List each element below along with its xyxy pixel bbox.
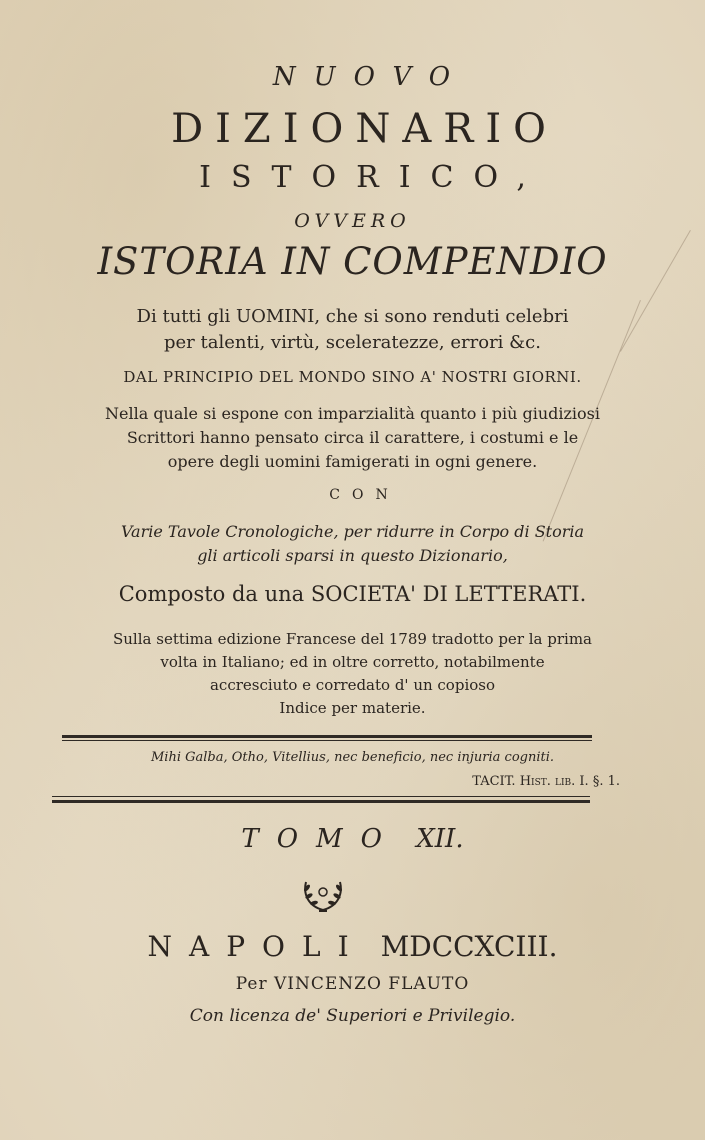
edition-line-4: Indice per materie.	[279, 699, 426, 717]
edition-line-1: Sulla settima edizione Francese del 1789 tradotto per la prima	[113, 630, 592, 648]
tavole-line-2: gli articoli sparsi in questo Dizionario,	[197, 546, 508, 565]
title-ovvero: OVVERO	[294, 210, 411, 232]
volume-number: XII.	[416, 824, 464, 854]
bottom-rule	[52, 800, 590, 803]
title-istoria-in-compendio: ISTORIA IN COMPENDIO	[97, 240, 608, 283]
imprint-license: Con licenza de' Superiori e Privilegio.	[189, 1006, 516, 1026]
title-nuovo: NUOVO	[272, 62, 469, 92]
imprint-city-year	[0, 930, 705, 963]
volume-line	[0, 824, 705, 854]
tavole-line-1: Varie Tavole Cronologiche, per ridurre in Corpo di Storia	[120, 522, 585, 541]
bottom-rule-thin	[52, 796, 590, 797]
epigraph-quote: Mihi Galba, Otho, Vitellius, nec beneficio, nec injuria cogniti.	[150, 750, 555, 765]
wreath-ornament-icon	[298, 872, 348, 916]
imprint-year: MDCCXCIII.	[380, 930, 558, 963]
subtitle-line-3: DAL PRINCIPIO DEL MONDO SINO A' NOSTRI GIORNI.	[123, 368, 582, 386]
title-dizionario: DIZIONARIO	[171, 106, 558, 152]
edition-line-3: accresciuto e corredato d' un copioso	[209, 676, 495, 694]
imprint-printer: Per VINCENZO FLAUTO	[235, 974, 470, 994]
title-istorico: ISTORICO,	[199, 160, 546, 195]
subtitle-line-1: Di tutti gli UOMINI, che si sono renduti celebri	[136, 306, 569, 327]
con-heading: CON	[329, 487, 400, 503]
volume-tomo: TOMO	[241, 824, 400, 854]
description-line-2: Scrittori hanno pensato circa il carattere, i costumi e le	[126, 428, 579, 447]
epigraph-source: TACIT. Hist. lib. I. §. 1.	[472, 774, 620, 789]
subtitle-line-2: per talenti, virtù, sceleratezze, errori &c.	[164, 332, 541, 353]
composto-line: Composto da una SOCIETA' DI LETTERATI.	[118, 582, 587, 606]
description-line-3: opere degli uomini famigerati in ogni genere.	[167, 452, 538, 471]
top-rule	[62, 735, 592, 738]
top-rule-thin	[62, 740, 592, 741]
description-line-1: Nella quale si espone con imparzialità quanto i più giudiziosi	[104, 404, 600, 423]
imprint-city: NAPOLI	[147, 930, 366, 963]
edition-line-2: volta in Italiano; ed in oltre corretto, notabilmente	[160, 653, 545, 671]
